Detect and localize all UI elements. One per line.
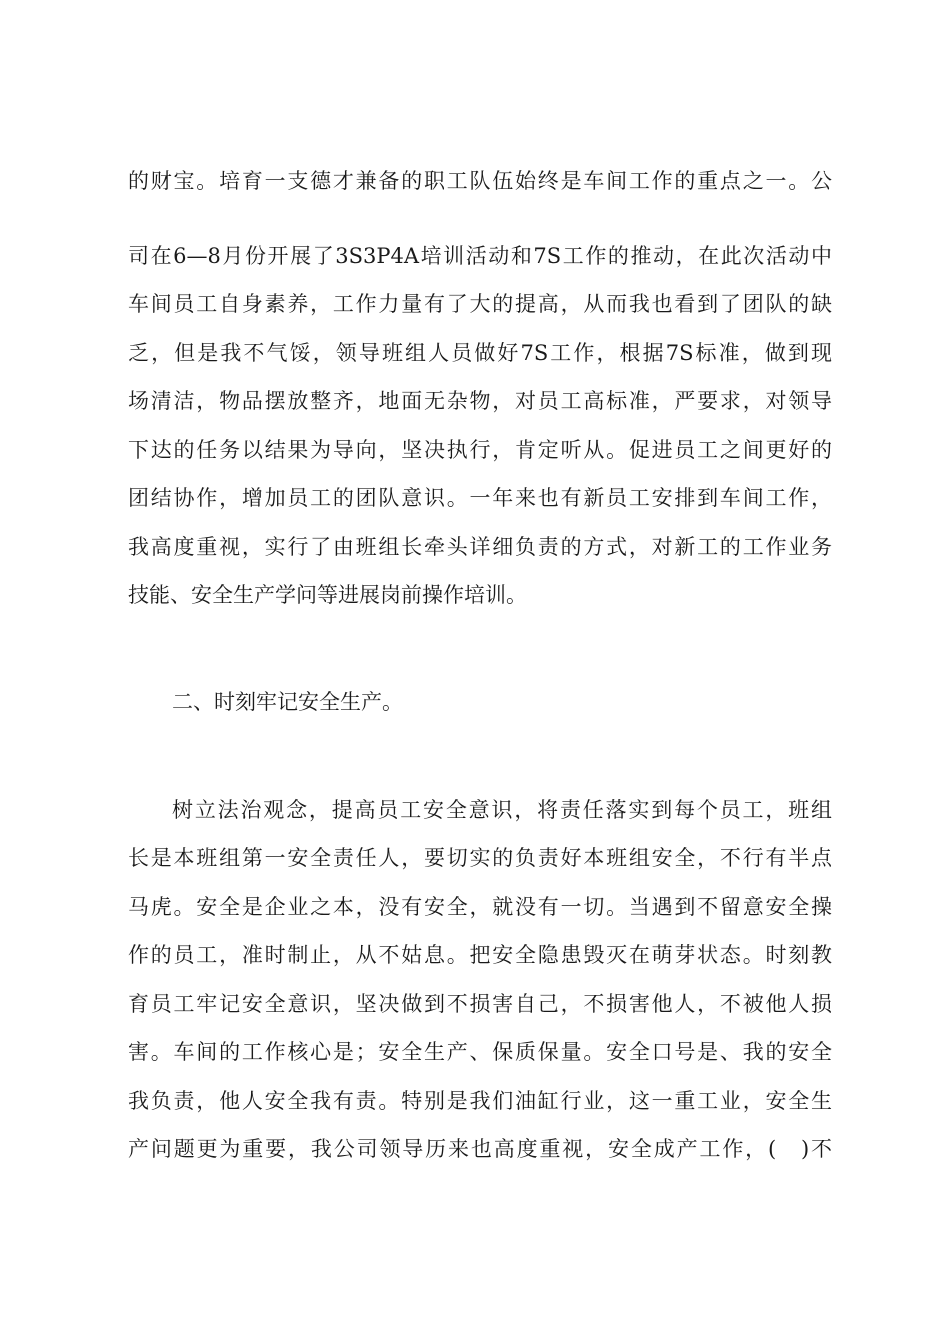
paragraph-2-line-2: 长是本班组第一安全责任人，要切实的负责好本班组安全，不行有半点 bbox=[128, 846, 832, 870]
paragraph-1-line-8: 我高度重视，实行了由班组长牵头详细负责的方式，对新工的工作业务 bbox=[128, 535, 832, 559]
paragraph-2-line-6: 害。车间的工作核心是；安全生产、保质保量。安全口号是、我的安全 bbox=[128, 1040, 832, 1064]
paragraph-1-line-3: 车间员工自身素养，工作力量有了大的提高，从而我也看到了团队的缺 bbox=[128, 292, 832, 316]
paragraph-2-line-7: 我负责，他人安全我有责。特别是我们油缸行业，这一重工业，安全生 bbox=[128, 1089, 832, 1113]
section-heading-2: 二、时刻牢记安全生产。 bbox=[172, 690, 403, 714]
paragraph-1-line-6: 下达的任务以结果为导向，坚决执行，肯定听从。促进员工之间更好的 bbox=[128, 438, 832, 462]
paragraph-2-line-3: 马虎。安全是企业之本，没有安全，就没有一切。当遇到不留意安全操 bbox=[128, 895, 832, 919]
paragraph-1-line-4: 乏，但是我不气馁，领导班组人员做好7S工作，根据7S标准，做到现 bbox=[128, 341, 832, 365]
paragraph-1-line-1: 的财宝。培育一支德才兼备的职工队伍始终是车间工作的重点之一。公 bbox=[128, 169, 832, 193]
paragraph-2-line-8: 产问题更为重要，我公司领导历来也高度重视，安全成产工作，( )不 bbox=[128, 1137, 832, 1161]
paragraph-1-line-5: 场清洁，物品摆放整齐，地面无杂物，对员工高标准，严要求，对领导 bbox=[128, 389, 832, 413]
paragraph-2-line-4: 作的员工，准时制止，从不姑息。把安全隐患毁灭在萌芽状态。时刻教 bbox=[128, 943, 832, 967]
paragraph-1-line-2: 司在6—8月份开展了3S3P4A培训活动和7S工作的推动，在此次活动中 bbox=[128, 244, 832, 268]
paragraph-1-line-7: 团结协作，增加员工的团队意识。一年来也有新员工安排到车间工作， bbox=[128, 486, 832, 510]
paragraph-1-line-9: 技能、安全生产学问等进展岗前操作培训。 bbox=[128, 583, 527, 607]
paragraph-2-line-5: 育员工牢记安全意识，坚决做到不损害自己，不损害他人，不被他人损 bbox=[128, 992, 832, 1016]
paragraph-2-line-1: 树立法治观念，提高员工安全意识，将责任落实到每个员工，班组 bbox=[172, 798, 832, 822]
